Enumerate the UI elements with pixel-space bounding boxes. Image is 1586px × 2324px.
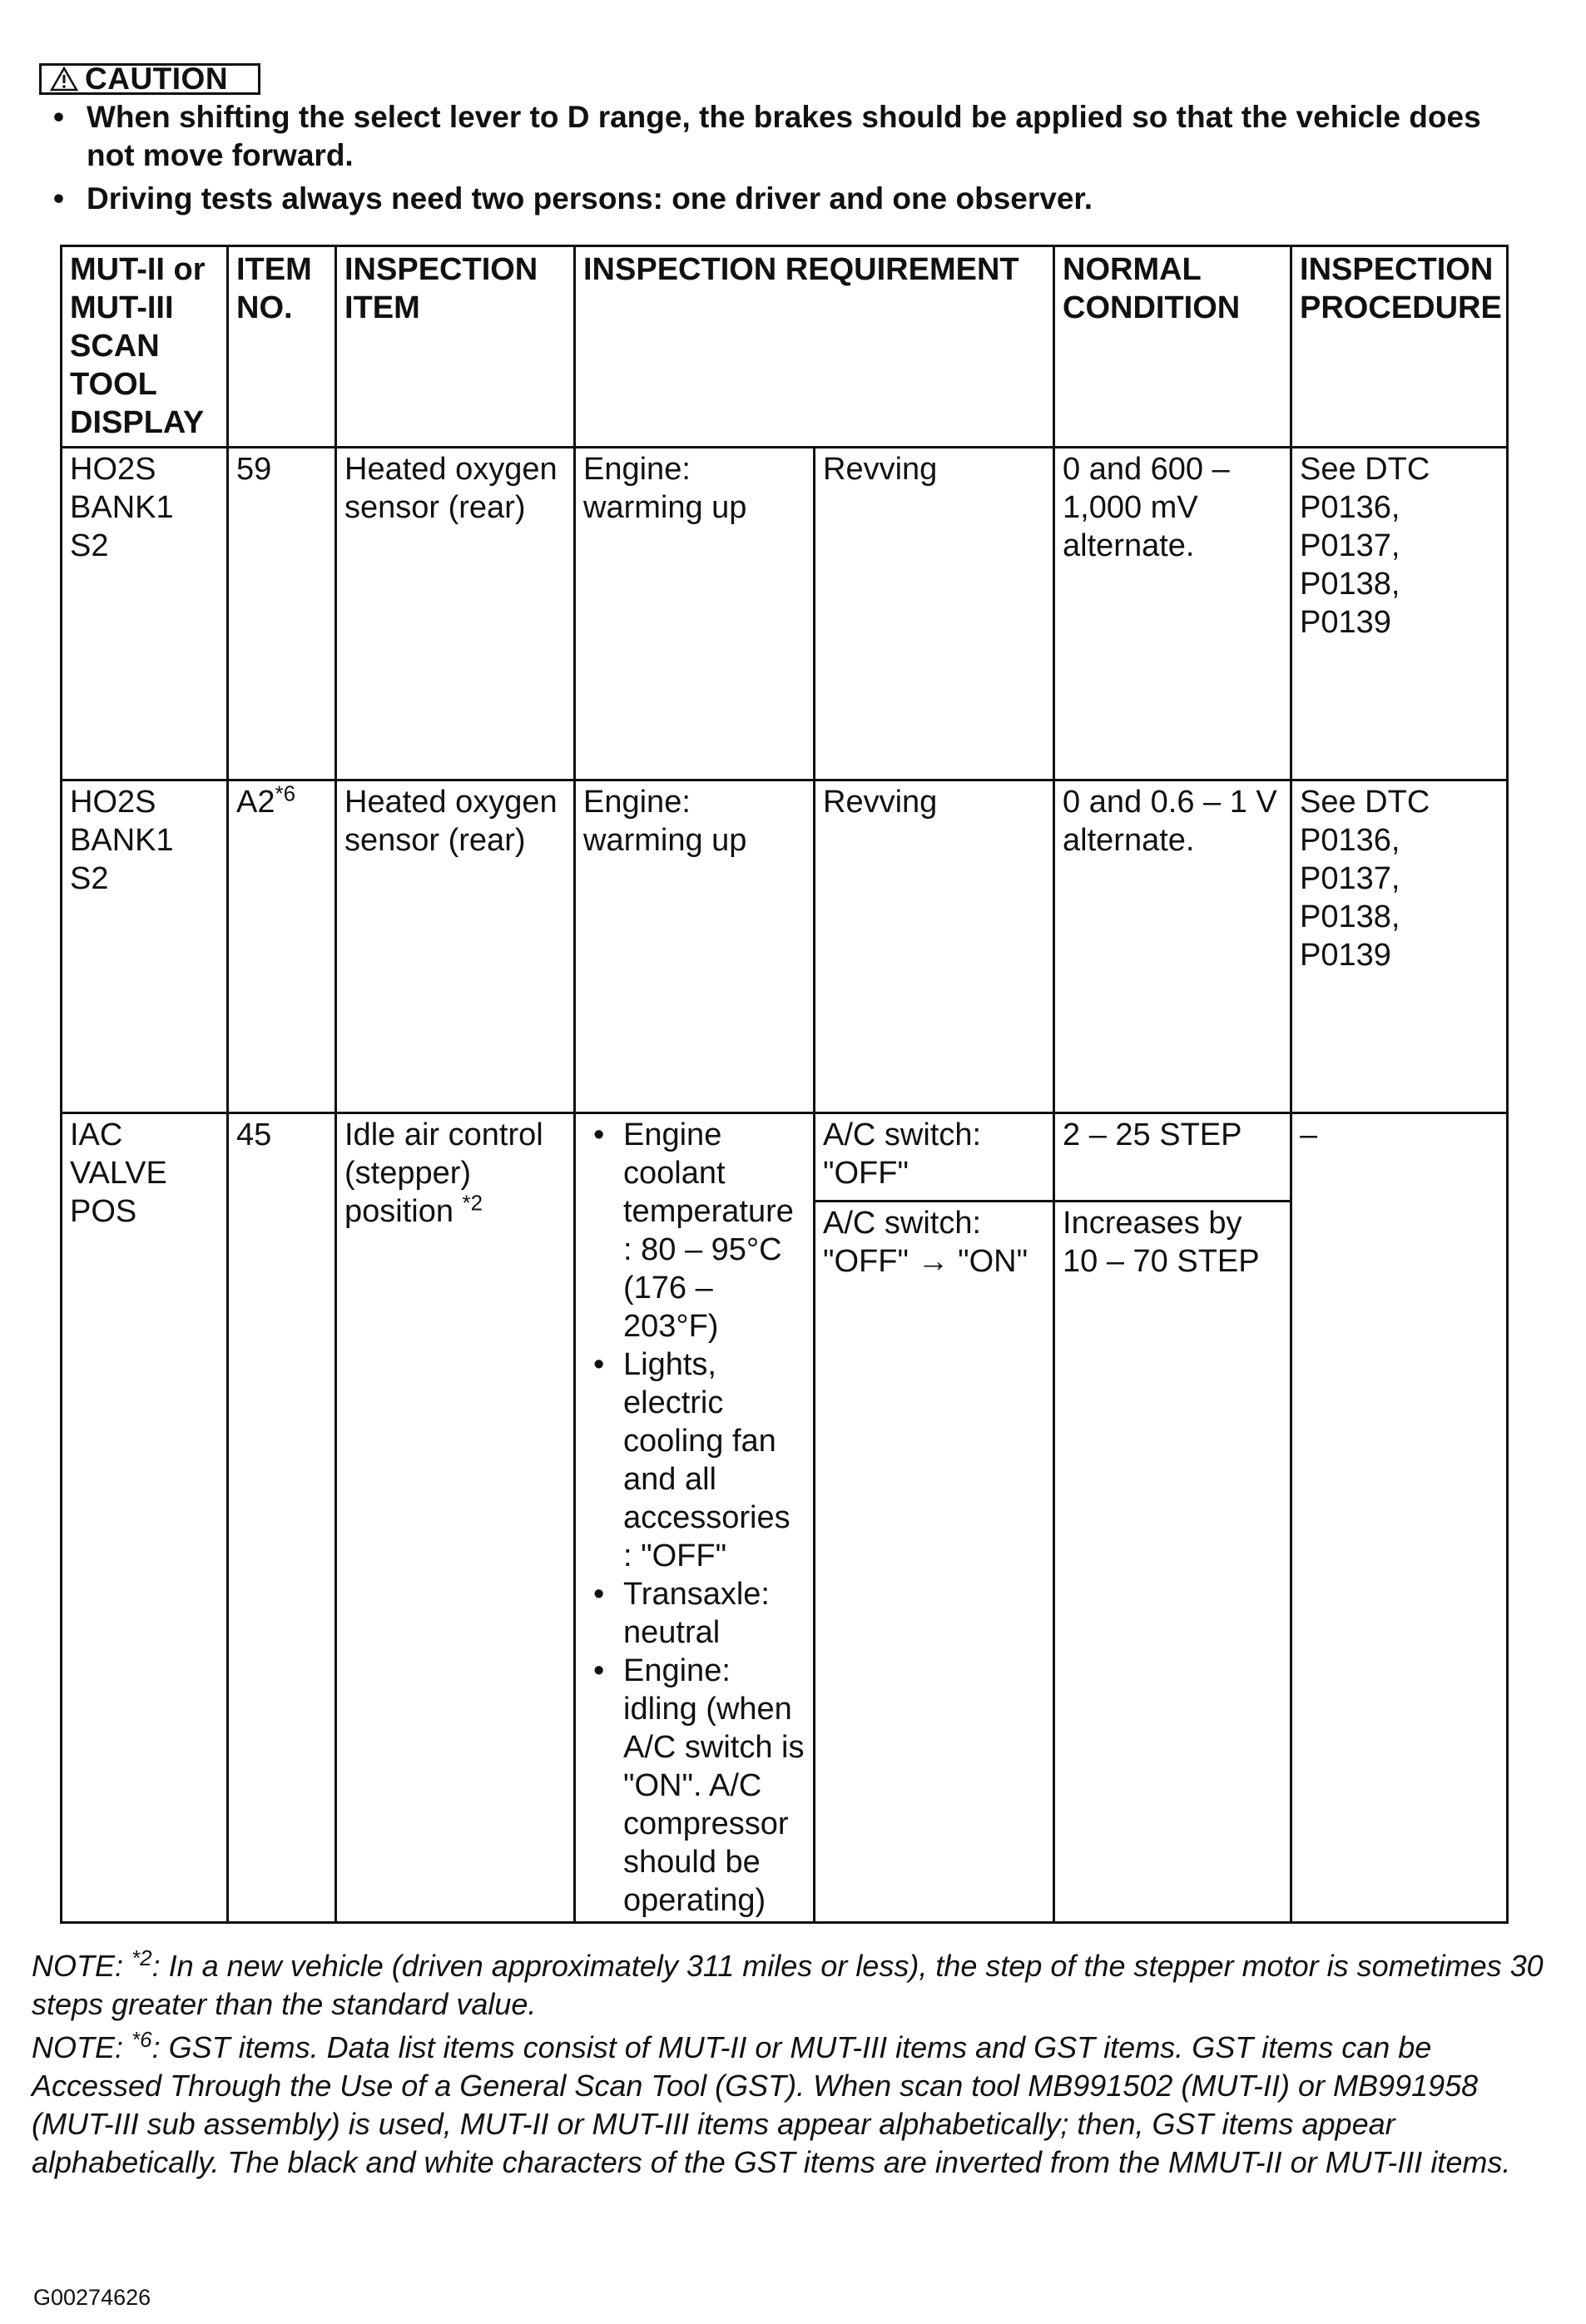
cell-item-no: 59 [228, 448, 336, 780]
caution-list [50, 98, 1531, 223]
warning-triangle-icon [50, 67, 78, 92]
cell-item: Heated oxygen sensor (rear) [336, 448, 575, 780]
cell-normal: Increases by 10 – 70 STEP [1054, 1202, 1291, 1923]
item-text: Idle air control (stepper) position [344, 1117, 543, 1229]
header-requirement: INSPECTION REQUIREMENT [575, 246, 1054, 448]
cell-procedure: See DTC P0136, P0137, P0138, P0139 [1291, 448, 1508, 780]
header-procedure: INSPECTION PROCEDURE [1291, 246, 1508, 448]
figure-code: G00274626 [33, 2285, 151, 2310]
condition-item: • Engine: idling (when A/C switch is "ON". A/C compressor should be operating) [583, 1652, 805, 1920]
cell-display: HO2S BANK1 S2 [62, 448, 228, 780]
cell-requirement-detail: A/C switch: "OFF" → "ON" [815, 1202, 1054, 1923]
note-text: : In a new vehicle (driven approximately 311 miles or less), the step of the stepper motor is sometimes 30 steps greater than the standard value. [32, 1949, 1544, 2021]
caution-item: • Driving tests always need two persons: one driver and one observer. [50, 180, 1531, 218]
cell-requirement-detail: A/C switch: "OFF" [815, 1113, 1054, 1202]
footnote-2 [32, 1947, 1554, 2024]
condition-item: • Transaxle: neutral [583, 1575, 805, 1652]
caution-label [39, 63, 260, 95]
cell-requirement: Engine: warming up [575, 780, 815, 1113]
item-no-footnote: *6 [275, 780, 296, 806]
table-header-row [62, 246, 1508, 448]
cell-normal: 2 – 25 STEP [1054, 1113, 1291, 1202]
cell-requirement: Engine: warming up [575, 448, 815, 780]
note-marker: *6 [131, 2027, 152, 2052]
cell-item-no: 45 [228, 1113, 336, 1923]
item-footnote: *2 [462, 1190, 483, 1216]
cell-requirement-detail: Revving [815, 780, 1054, 1113]
header-item-no: ITEM NO. [228, 246, 336, 448]
cell-procedure: See DTC P0136, P0137, P0138, P0139 [1291, 780, 1508, 1113]
table-row [62, 780, 1508, 1113]
header-display: MUT-II or MUT-III SCAN TOOL DISPLAY [62, 246, 228, 448]
header-item: INSPECTION ITEM [336, 246, 575, 448]
cell-conditions [575, 1113, 815, 1923]
cell-requirement-detail: Revving [815, 448, 1054, 780]
note-marker: *2 [131, 1945, 152, 1970]
notes-section [32, 1947, 1554, 2187]
cell-normal: 0 and 600 – 1,000 mV alternate. [1054, 448, 1291, 780]
cell-procedure: – [1291, 1113, 1508, 1923]
table-row [62, 448, 1508, 780]
cell-item-no [228, 780, 336, 1113]
caution-item: • When shifting the select lever to D range, the brakes should be applied so that the vehicle does not move forward. [50, 98, 1531, 175]
note-prefix: NOTE: [32, 2030, 132, 2064]
cell-normal: 0 and 0.6 – 1 V alternate. [1054, 780, 1291, 1113]
cell-display: HO2S BANK1 S2 [62, 780, 228, 1113]
cell-item: Heated oxygen sensor (rear) [336, 780, 575, 1113]
condition-item: • Engine coolant temperature : 80 – 95°C (176 – 203°F) [583, 1116, 805, 1345]
header-normal: NORMAL CONDITION [1054, 246, 1291, 448]
cell-display: IAC VALVE POS [62, 1113, 228, 1923]
caution-text: CAUTION [85, 62, 229, 96]
condition-item: • Lights, electric cooling fan and all accessories : "OFF" [583, 1345, 805, 1575]
inspection-table [60, 245, 1509, 1924]
table-row [62, 1113, 1508, 1202]
footnote-6 [32, 2029, 1554, 2182]
item-no-text: A2 [236, 785, 275, 820]
cell-item [336, 1113, 575, 1923]
note-text: : GST items. Data list items consist of MUT-II or MUT-III items and GST items. GST items can be Accessed Through the Use of a General Scan Tool (GST). When scan tool MB991502 (MUT-II) or MB991958 (MUT-III sub assembly) is used, MUT-II or MUT-III items appear alphabetically; then, GST items appear alphabetically. The black and white characters of the GST items are inverted from the MMUT-II or MUT-III items. [32, 2030, 1511, 2179]
note-prefix: NOTE: [32, 1949, 132, 1983]
